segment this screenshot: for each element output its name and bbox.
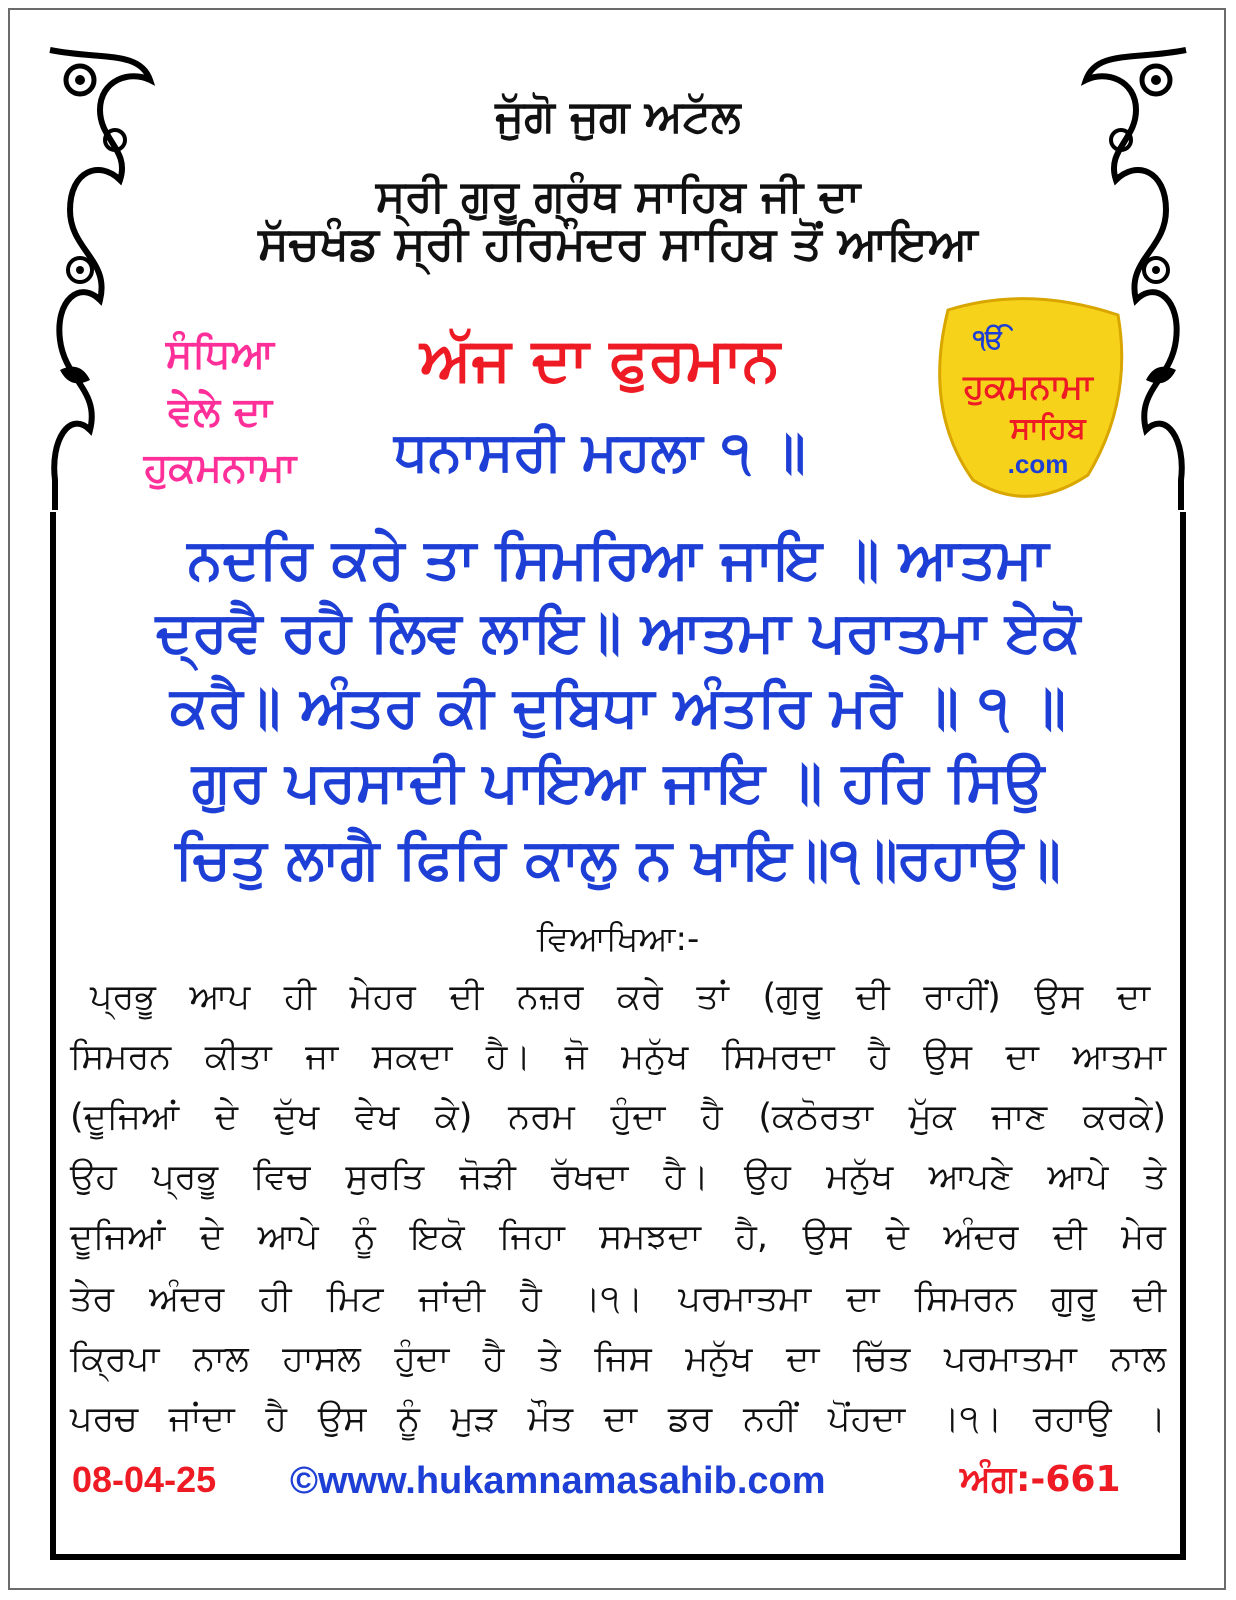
evening-label-line-3: ਹੁਕਮਨਾਮਾ [143, 445, 297, 491]
explanation-line: ਪਰਚ ਜਾਂਦਾ ਹੈ ਉਸ ਨੂੰ ਮੁੜ ਮੌਤ ਦਾ ਡਰ ਨਹੀਂ ਪੋਂਹਦਾ ।੧। ਰਹਾਉ । [70, 1399, 1166, 1439]
evening-label-line-2: ਵੇਲੇ ਦਾ [168, 389, 272, 435]
gurbani-line: ਗੁਰ ਪਰਸਾਦੀ ਪਾਇਆ ਜਾਇ ॥ ਹਰਿ ਸਿਉ [191, 750, 1045, 815]
today-title: ਅੱਜ ਦਾ ਫੁਰਮਾਨ [420, 325, 780, 395]
footer-date: 08-04-25 [72, 1459, 217, 1500]
footer-ang-number: ਅੰਗ:-661 [960, 1459, 1121, 1500]
explanation-line: ਕ੍ਰਿਪਾ ਨਾਲ ਹਾਸਲ ਹੁੰਦਾ ਹੈ ਤੇ ਜਿਸ ਮਨੁੱਖ ਦਾ ਚਿੱਤ ਪਰਮਾਤਮਾ ਨਾਲ [70, 1339, 1166, 1379]
gurbani-line: ਦ੍ਰਵੈ ਰਹੈ ਲਿਵ ਲਾਇ॥ ਆਤਮਾ ਪਰਾਤਮਾ ਏਕੋ [155, 600, 1081, 665]
logo-text-line-2: ਸਾਹਿਬ [1010, 411, 1086, 446]
ek-onkar-icon: ੴ [973, 325, 1005, 355]
logo-text-line-3: .com [1007, 449, 1069, 479]
explanation-line: ਦੂਜਿਆਂ ਦੇ ਆਪੇ ਨੂੰ ਇਕੋ ਜਿਹਾ ਸਮਝਦਾ ਹੈ, ਉਸ ਦੇ ਅੰਦਰ ਦੀ ਮੇਰ [70, 1217, 1166, 1257]
explanation-line: ਉਹ ਪ੍ਰਭੂ ਵਿਚ ਸੁਰਤਿ ਜੋੜੀ ਰੱਖਦਾ ਹੈ। ਉਹ ਮਨੁੱਖ ਆਪਣੇ ਆਪੇ ਤੇ [70, 1157, 1166, 1197]
gurbani-line: ਚਿਤੁ ਲਾਗੈ ਫਿਰਿ ਕਾਲੁ ਨ ਖਾਇ॥੧॥ਰਹਾਉ॥ [175, 827, 1061, 892]
header-line-1: ਜੁੱਗੋ ਜੁਗ ਅਟੱਲ [495, 91, 741, 142]
gurbani-line: ਕਰੈ॥ ਅੰਤਰ ਕੀ ਦੁਬਿਧਾ ਅੰਤਰਿ ਮਰੈ ॥ ੧ ॥ [170, 675, 1066, 740]
explanation-line: ਤੇਰ ਅੰਦਰ ਹੀ ਮਿਟ ਜਾਂਦੀ ਹੈ ।੧। ਪਰਮਾਤਮਾ ਦਾ ਸਿਮਰਨ ਗੁਰੂ ਦੀ [70, 1279, 1166, 1319]
footer-website-link[interactable]: ©www.hukamnamasahib.com [290, 1460, 826, 1502]
hukamnama-sahib-logo [918, 290, 1138, 510]
header-line-3: ਸੱਚਖੰਡ ਸ੍ਰੀ ਹਰਿਮੰਦਰ ਸਾਹਿਬ ਤੋਂ ਆਇਆ [258, 216, 978, 270]
explanation-heading: ਵਿਆਖਿਆ:- [536, 919, 700, 959]
explanation-line: (ਦੂਜਿਆਂ ਦੇ ਦੁੱਖ ਵੇਖ ਕੇ) ਨਰਮ ਹੁੰਦਾ ਹੈ (ਕਠੋਰਤਾ ਮੁੱਕ ਜਾਣ ਕਰਕੇ) [70, 1097, 1166, 1137]
evening-label-line-1: ਸੰਧਿਆ [165, 331, 275, 377]
explanation-line: ਪ੍ਰਭੂ ਆਪ ਹੀ ਮੇਹਰ ਦੀ ਨਜ਼ਰ ਕਰੇ ਤਾਂ (ਗੁਰੂ ਦੀ ਰਾਹੀਂ) ਉਸ ਦਾ [90, 977, 1150, 1017]
explanation-line: ਸਿਮਰਨ ਕੀਤਾ ਜਾ ਸਕਦਾ ਹੈ। ਜੋ ਮਨੁੱਖ ਸਿਮਰਦਾ ਹੈ ਉਸ ਦਾ ਆਤਮਾ [70, 1037, 1166, 1077]
header-line-2: ਸ੍ਰੀ ਗੁਰੂ ਗ੍ਰੰਥ ਸਾਹਿਬ ਜੀ ਦਾ [375, 171, 861, 222]
logo-text-line-1: ਹੁਕਮਨਾਮਾ [963, 367, 1093, 407]
raag-heading: ਧਨਾਸਰੀ ਮਹਲਾ ੧ ॥ [394, 420, 806, 483]
gurbani-line: ਨਦਰਿ ਕਰੇ ਤਾ ਸਿਮਰਿਆ ਜਾਇ ॥ ਆਤਮਾ [187, 527, 1049, 592]
